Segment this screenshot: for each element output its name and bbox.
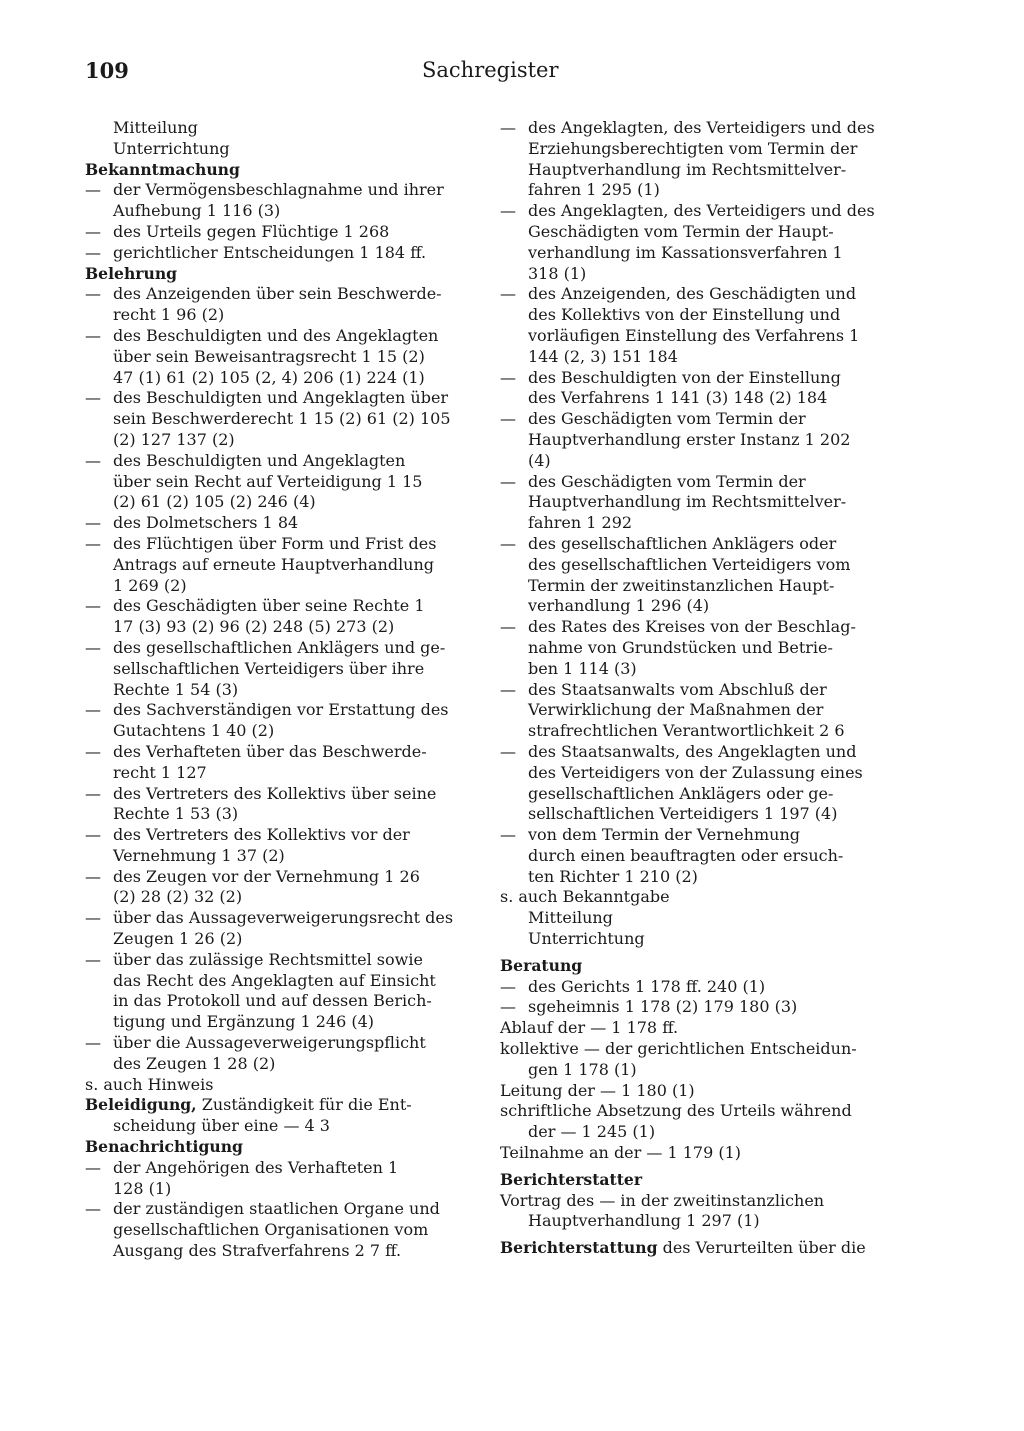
index-subentry: — des Staatsanwalts, des Angeklagten und [500, 742, 885, 763]
index-continuation: über sein Beweisantragsrecht 1 15 (2) [113, 346, 425, 366]
index-continuation: des Verfahrens 1 141 (3) 148 (2) 184 [528, 388, 828, 408]
index-continuation: 318 (1) [528, 263, 587, 283]
index-subentry: — des Geschädigten über seine Rechte 1 [85, 596, 470, 617]
index-continuation: durch einen beauftragten oder ersuch- [528, 845, 844, 865]
index-continuation: sellschaftlichen Verteidigers über ihre [113, 658, 425, 678]
index-continuation: Hauptverhandlung 1 297 (1) [528, 1211, 760, 1231]
index-continuation: Erziehungsberechtigten vom Termin der [528, 138, 858, 158]
index-subentry: — des Flüchtigen über Form und Frist des [85, 534, 470, 555]
index-continuation: Hauptverhandlung im Rechtsmittelver- [528, 159, 847, 179]
index-continuation: Zeugen 1 26 (2) [113, 929, 243, 949]
index-continuation: gen 1 178 (1) [528, 1059, 637, 1079]
index-continuation: 1 269 (2) [113, 575, 187, 595]
index-continuation: in das Protokoll und auf dessen Berich- [113, 991, 432, 1011]
index-continuation: des Verteidigers von der Zulassung eines [528, 762, 863, 782]
index-continuation: Ausgang des Strafverfahrens 2 7 ff. [113, 1241, 402, 1261]
index-continuation: 128 (1) [113, 1178, 172, 1198]
index-subentry: — des Angeklagten, des Verteidigers und des [500, 118, 885, 139]
index-subentry: — des Urteils gegen Flüchtige 1 268 [85, 222, 470, 243]
index-subentry: — des Geschädigten vom Termin der [500, 409, 885, 430]
index-continuation: Hauptverhandlung erster Instanz 1 202 [528, 429, 851, 449]
index-continuation: 47 (1) 61 (2) 105 (2, 4) 206 (1) 224 (1) [113, 367, 425, 387]
index-crossref-item: Mitteilung [528, 908, 613, 928]
index-continuation: 144 (2, 3) 151 184 [528, 346, 678, 366]
index-subentry: — des Beschuldigten und Angeklagten [85, 451, 470, 472]
index-continuation: Hauptverhandlung im Rechtsmittelver- [528, 492, 847, 512]
index-subentry: — gerichtlicher Entscheidungen 1 184 ff. [85, 243, 470, 264]
index-heading-rest: Zuständigkeit für die Ent- [196, 1095, 412, 1115]
index-continuation: der — 1 245 (1) [528, 1122, 656, 1142]
index-subentry: — über das Aussageverweigerungsrecht des [85, 908, 470, 929]
index-heading-rest: des Verurteilten über die [657, 1238, 866, 1258]
index-heading-line [500, 1238, 885, 1259]
index-continuation: recht 1 96 (2) [113, 305, 225, 325]
running-title: Sachregister [422, 58, 559, 82]
index-continuation: (2) 28 (2) 32 (2) [113, 887, 243, 907]
index-continuation: fahren 1 292 [528, 513, 633, 533]
index-continuation: Gutachtens 1 40 (2) [113, 721, 275, 741]
index-continuation: ben 1 114 (3) [528, 658, 637, 678]
index-continuation: Vernehmung 1 37 (2) [113, 845, 285, 865]
page-number: 109 [85, 58, 129, 83]
index-heading-line [85, 1095, 470, 1116]
index-subentry: — sgeheimnis 1 178 (2) 179 180 (3) [500, 997, 885, 1018]
index-continuation: des Kollektivs von der Einstellung und [528, 305, 841, 325]
index-continuation: des gesellschaftlichen Verteidigers vom [528, 554, 851, 574]
index-heading-term: Berichterstattung [500, 1238, 658, 1258]
index-subentry: — des Geschädigten vom Termin der [500, 472, 885, 493]
index-subentry: — der Angehörigen des Verhafteten 1 [85, 1158, 470, 1179]
index-continuation: Verwirklichung der Maßnahmen der [528, 700, 824, 720]
index-continuation: sein Beschwerderecht 1 15 (2) 61 (2) 105 [113, 409, 451, 429]
index-subentry: — des Anzeigenden, des Geschädigten und [500, 284, 885, 305]
index-subentry: — des Vertreters des Kollektivs vor der [85, 825, 470, 846]
index-subentry: — des Beschuldigten und Angeklagten über [85, 388, 470, 409]
index-subentry: — des Rates des Kreises von der Beschlag- [500, 617, 885, 638]
index-continuation: Antrags auf erneute Hauptverhandlung [113, 554, 435, 574]
index-continuation: scheidung über eine — 4 3 [113, 1116, 330, 1136]
index-entry: Ablauf der — 1 178 ff. [500, 1018, 679, 1038]
index-continuation: des Zeugen 1 28 (2) [113, 1053, 276, 1073]
index-entry: kollektive — der gerichtlichen Entscheidun- [500, 1039, 857, 1059]
index-subentry: — des Dolmetschers 1 84 [85, 513, 470, 534]
index-heading: Benachrichtigung [85, 1137, 243, 1157]
index-subentry: — des Verhafteten über das Beschwerde- [85, 742, 470, 763]
index-continuation: Rechte 1 54 (3) [113, 679, 239, 699]
index-heading-term: Beleidigung, [85, 1095, 197, 1115]
index-continuation: fahren 1 295 (1) [528, 180, 660, 200]
index-crossref-item: Unterrichtung [528, 929, 645, 949]
index-continuation: Termin der zweitinstanzlichen Haupt- [528, 575, 835, 595]
index-subentry: — des Staatsanwalts vom Abschluß der [500, 680, 885, 701]
index-continuation: 17 (3) 93 (2) 96 (2) 248 (5) 273 (2) [113, 617, 395, 637]
index-subentry: — der zuständigen staatlichen Organe und [85, 1199, 470, 1220]
index-continuation: (2) 127 137 (2) [113, 429, 235, 449]
index-continuation: Geschädigten vom Termin der Haupt- [528, 221, 834, 241]
index-continuation: das Recht des Angeklagten auf Einsicht [113, 970, 436, 990]
index-subentry: — des Anzeigenden über sein Beschwerde- [85, 284, 470, 305]
index-subentry: — des Gerichts 1 178 ff. 240 (1) [500, 977, 885, 998]
index-continuation: tigung und Ergänzung 1 246 (4) [113, 1012, 374, 1032]
index-continuation: gesellschaftlichen Organisationen vom [113, 1220, 429, 1240]
index-continuation: strafrechtlichen Verantwortlichkeit 2 6 [528, 721, 845, 741]
index-continuation: Aufhebung 1 116 (3) [113, 201, 281, 221]
index-heading: Belehrung [85, 263, 178, 283]
index-crossref-item: Mitteilung [113, 118, 198, 137]
index-subentry: — des gesellschaftlichen Anklägers oder [500, 534, 885, 555]
index-continuation: verhandlung 1 296 (4) [528, 596, 710, 616]
index-continuation: gesellschaftlichen Anklägers oder ge- [528, 783, 834, 803]
index-subentry: — des Beschuldigten und des Angeklagten [85, 326, 470, 347]
index-subentry: — des Zeugen vor der Vernehmung 1 26 [85, 867, 470, 888]
index-heading: Berichterstatter [500, 1169, 643, 1189]
index-continuation: Rechte 1 53 (3) [113, 804, 239, 824]
index-subentry: — der Vermögensbeschlagnahme und ihrer [85, 180, 470, 201]
index-continuation: nahme von Grundstücken und Betrie- [528, 637, 833, 657]
index-subentry: — des Vertreters des Kollektivs über seine [85, 784, 470, 805]
index-column-right [500, 118, 885, 1259]
index-subentry: — des Beschuldigten von der Einstellung [500, 368, 885, 389]
index-continuation: (4) [528, 450, 551, 470]
index-column-left [85, 118, 470, 1262]
index-subentry: — des Sachverständigen vor Erstattung des [85, 700, 470, 721]
index-entry: Teilnahme an der — 1 179 (1) [500, 1143, 742, 1163]
index-continuation: verhandlung im Kassationsverfahren 1 [528, 242, 843, 262]
index-entry: Vortrag des — in der zweitinstanzlichen [500, 1190, 825, 1210]
index-continuation: (2) 61 (2) 105 (2) 246 (4) [113, 492, 316, 512]
index-crossref-item: Unterrichtung [113, 138, 230, 158]
index-subentry: — des gesellschaftlichen Anklägers und ge- [85, 638, 470, 659]
index-subentry: — über die Aussageverweigerungspflicht [85, 1033, 470, 1054]
index-continuation: sellschaftlichen Verteidigers 1 197 (4) [528, 804, 838, 824]
index-entry: s. auch Hinweis [85, 1074, 214, 1094]
index-subentry: — von dem Termin der Vernehmung [500, 825, 885, 846]
index-entry: s. auch Bekanntgabe [500, 887, 670, 907]
index-continuation: recht 1 127 [113, 762, 207, 782]
index-entry: schriftliche Absetzung des Urteils während [500, 1101, 852, 1121]
index-entry: Leitung der — 1 180 (1) [500, 1080, 695, 1100]
index-subentry: — des Angeklagten, des Verteidigers und des [500, 201, 885, 222]
index-continuation: über sein Recht auf Verteidigung 1 15 [113, 471, 423, 491]
index-subentry: — über das zulässige Rechtsmittel sowie [85, 950, 470, 971]
index-heading: Beratung [500, 955, 583, 975]
index-heading: Bekanntmachung [85, 159, 240, 179]
index-continuation: vorläufigen Einstellung des Verfahrens 1 [528, 325, 860, 345]
index-continuation: ten Richter 1 210 (2) [528, 866, 698, 886]
